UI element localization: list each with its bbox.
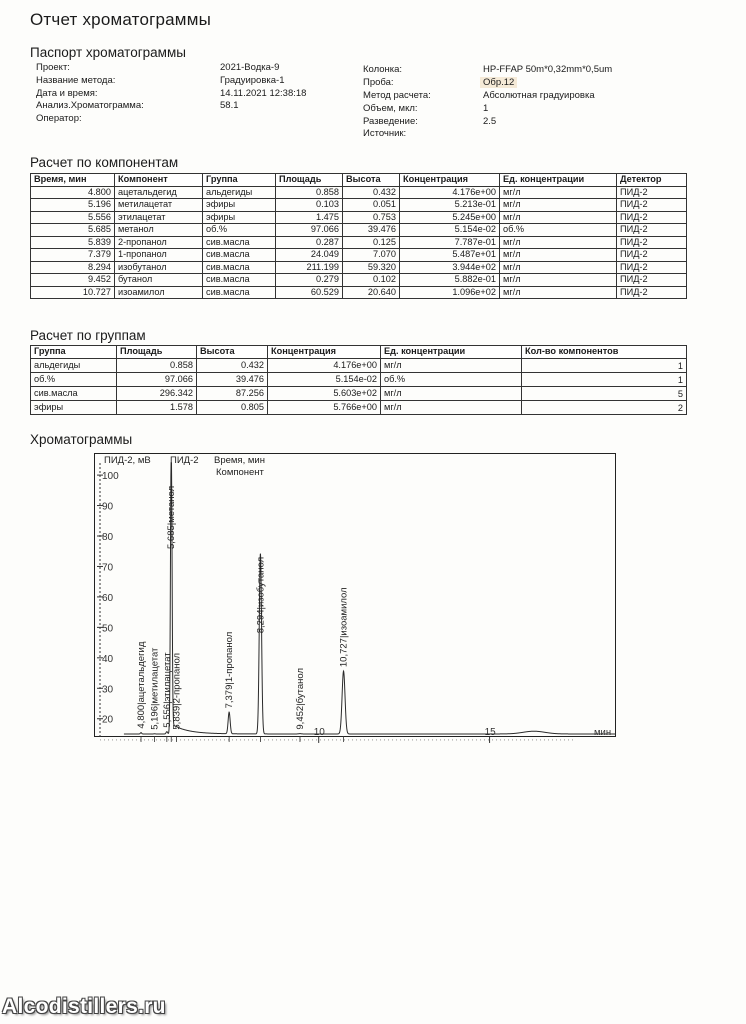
table-cell: 0.805 <box>197 400 268 414</box>
table-cell: 0.102 <box>343 274 400 287</box>
table-cell: 5.154e-02 <box>268 372 381 386</box>
col-height: Высота <box>343 174 400 187</box>
table-cell: сив.масла <box>203 249 276 262</box>
table-cell: 7.070 <box>343 249 400 262</box>
passport-label-source: Источник: <box>363 128 407 139</box>
table-cell: 1 <box>522 358 687 372</box>
table-row <box>31 358 687 372</box>
table-row <box>31 286 687 299</box>
passport-value-method: Градуировка-1 <box>220 75 285 86</box>
gcol-group: Группа <box>31 346 117 359</box>
table-cell: об.% <box>203 224 276 237</box>
y-tick-label: 90 <box>102 501 114 513</box>
table-cell: 0.051 <box>343 199 400 212</box>
table-cell: 24.049 <box>276 249 343 262</box>
col-conc-unit: Ед. концентрации <box>500 174 617 187</box>
table-cell: 5.603e+02 <box>268 386 381 400</box>
groups-heading: Расчет по группам <box>30 328 146 343</box>
passport-label-project: Проект: <box>36 62 70 73</box>
passport-value-datetime: 14.11.2021 12:38:18 <box>220 88 307 99</box>
table-cell: 3.944e+02 <box>400 261 500 274</box>
signal-trace <box>124 463 616 734</box>
chromatogram-chart <box>94 453 616 737</box>
chromatogram-svg <box>94 453 616 737</box>
table-cell: ПИД-2 <box>617 199 687 212</box>
watermark-logo: Alcodistillers.ru <box>2 995 166 1018</box>
table-cell: 0.432 <box>197 358 268 372</box>
passport-value-column: HP-FFAP 50m*0,32mm*0,5um <box>483 64 613 75</box>
table-cell: 9.452 <box>31 274 115 287</box>
table-cell: об.% <box>31 372 117 386</box>
peak-label: 8,294|изобутанол <box>255 556 267 634</box>
table-cell: ПИД-2 <box>617 261 687 274</box>
table-row <box>31 199 687 212</box>
y-tick-label: 60 <box>102 592 114 604</box>
table-cell: метилацетат <box>115 199 203 212</box>
table-cell: 1.578 <box>117 400 197 414</box>
groups-header-row <box>31 346 687 359</box>
table-cell: 39.476 <box>197 372 268 386</box>
table-cell: эфиры <box>31 400 117 414</box>
table-cell: 2 <box>522 400 687 414</box>
passport-value-sample: Обр.12 <box>480 77 517 88</box>
table-cell: мг/л <box>500 261 617 274</box>
table-cell: 5.839 <box>31 236 115 249</box>
table-row <box>31 372 687 386</box>
gcol-concentration: Концентрация <box>268 346 381 359</box>
components-header-row <box>31 174 687 187</box>
table-row <box>31 236 687 249</box>
col-area: Площадь <box>276 174 343 187</box>
table-cell: 4.176e+00 <box>268 358 381 372</box>
table-cell: 0.858 <box>117 358 197 372</box>
table-cell: мг/л <box>500 286 617 299</box>
chart-header-detector: ПИД-2 <box>170 455 199 466</box>
table-cell: сив.масла <box>203 236 276 249</box>
components-heading: Расчет по компонентам <box>30 155 179 170</box>
peak-label: 9,452|бутанол <box>295 667 306 730</box>
chart-header-component: Компонент <box>216 467 264 478</box>
y-tick-label: 80 <box>102 532 114 543</box>
y-tick-label: 20 <box>102 714 114 726</box>
table-row <box>31 249 687 262</box>
table-cell: мг/л <box>381 400 522 414</box>
table-cell: мг/л <box>500 186 617 199</box>
table-cell: 10.727 <box>31 286 115 299</box>
table-cell: эфиры <box>203 199 276 212</box>
passport-label-column: Колонка: <box>363 64 403 75</box>
groups-table <box>30 345 687 415</box>
table-cell: мг/л <box>500 236 617 249</box>
table-cell: сив.масла <box>203 261 276 274</box>
passport-block <box>0 0 746 140</box>
table-cell: 97.066 <box>117 372 197 386</box>
table-cell: 20.640 <box>343 286 400 299</box>
table-cell: 1 <box>522 372 687 386</box>
table-cell: ацетальдегид <box>115 186 203 199</box>
passport-label-analysis: Анализ.Хроматограмма: <box>36 100 144 111</box>
table-cell: мг/л <box>381 386 522 400</box>
table-row <box>31 386 687 400</box>
table-cell: 87.256 <box>197 386 268 400</box>
table-cell: 4.800 <box>31 186 115 199</box>
passport-label-calc-method: Метод расчета: <box>363 90 431 101</box>
gcol-height: Высота <box>197 346 268 359</box>
table-cell: метанол <box>115 224 203 237</box>
x-unit-label: мин <box>594 726 612 738</box>
table-row <box>31 400 687 414</box>
table-row <box>31 186 687 199</box>
table-cell: ПИД-2 <box>617 224 687 237</box>
table-cell: 8.294 <box>31 261 115 274</box>
table-cell: ПИД-2 <box>617 211 687 224</box>
table-cell: ПИД-2 <box>617 236 687 249</box>
groups-body <box>31 358 687 414</box>
y-tick-label: 40 <box>102 653 114 665</box>
table-cell: 1.096e+02 <box>400 286 500 299</box>
gcol-area: Площадь <box>117 346 197 359</box>
table-cell: сив.масла <box>31 386 117 400</box>
table-cell: 0.103 <box>276 199 343 212</box>
table-cell: мг/л <box>500 249 617 262</box>
table-cell: изобутанол <box>115 261 203 274</box>
peak-label: 5,685|метанол <box>166 485 178 549</box>
table-cell: 4.176e+00 <box>400 186 500 199</box>
table-cell: мг/л <box>500 211 617 224</box>
passport-label-dilution: Разведение: <box>363 116 418 127</box>
table-cell: 0.858 <box>276 186 343 199</box>
table-cell: 5.685 <box>31 224 115 237</box>
table-cell: изоамилол <box>115 286 203 299</box>
table-cell: 0.753 <box>343 211 400 224</box>
table-cell: 5.245e+00 <box>400 211 500 224</box>
table-cell: ПИД-2 <box>617 249 687 262</box>
passport-label-operator: Оператор: <box>36 113 82 124</box>
table-cell: 5 <box>522 386 687 400</box>
table-cell: этилацетат <box>115 211 203 224</box>
passport-label-datetime: Дата и время: <box>36 88 98 99</box>
peak-label: 5,196|метилацетат <box>149 647 161 730</box>
table-cell: 296.342 <box>117 386 197 400</box>
passport-heading: Паспорт хроматограммы <box>30 45 186 60</box>
table-row <box>31 224 687 237</box>
components-table <box>30 173 687 299</box>
table-cell: ПИД-2 <box>617 274 687 287</box>
col-time: Время, мин <box>31 174 115 187</box>
chromatograms-heading: Хроматограммы <box>30 432 133 447</box>
peak-label: 4,800|ацетальдегид <box>136 641 147 729</box>
passport-value-dilution: 2.5 <box>483 116 497 127</box>
table-cell: мг/л <box>500 199 617 212</box>
table-cell: 2-пропанол <box>115 236 203 249</box>
passport-label-method: Название метода: <box>36 75 116 86</box>
col-concentration: Концентрация <box>400 174 500 187</box>
passport-value-project: 2021-Водка-9 <box>220 62 280 73</box>
table-cell: 5.196 <box>31 199 115 212</box>
table-cell: 59.320 <box>343 261 400 274</box>
y-tick-label: 50 <box>102 623 114 635</box>
table-cell: 0.287 <box>276 236 343 249</box>
table-cell: альдегиды <box>203 186 276 199</box>
peak-label: 5,839|2-пропанол <box>171 652 183 730</box>
table-cell: 0.432 <box>343 186 400 199</box>
passport-label-volume: Объем, мкл: <box>363 103 418 114</box>
peak-label: 10,727|изоамилол <box>338 587 350 668</box>
chart-header-units: ПИД-2, мВ <box>104 455 151 466</box>
table-cell: 7.787e-01 <box>400 236 500 249</box>
gcol-count: Кол-во компонентов <box>522 346 687 359</box>
table-cell: сив.масла <box>203 274 276 287</box>
table-cell: 1-пропанол <box>115 249 203 262</box>
table-cell: 97.066 <box>276 224 343 237</box>
table-cell: 5.882e-01 <box>400 274 500 287</box>
report-title: Отчет хроматограммы <box>30 10 211 29</box>
table-cell: 5.213e-01 <box>400 199 500 212</box>
table-cell: эфиры <box>203 211 276 224</box>
table-cell: ПИД-2 <box>617 286 687 299</box>
peak-label: 5,556|этилацетат <box>161 652 173 728</box>
table-cell: сив.масла <box>203 286 276 299</box>
peak-label: 7,379|1-пропанол <box>224 631 236 709</box>
table-cell: 5.154e-02 <box>400 224 500 237</box>
passport-label-sample: Проба: <box>363 77 394 88</box>
table-cell: 0.279 <box>276 274 343 287</box>
table-cell: мг/л <box>381 358 522 372</box>
x-tick-label: 15 <box>484 726 496 738</box>
col-group: Группа <box>203 174 276 187</box>
table-cell: 211.199 <box>276 261 343 274</box>
table-cell: 5.487e+01 <box>400 249 500 262</box>
table-row <box>31 274 687 287</box>
x-tick-label: 10 <box>313 726 325 738</box>
table-cell: 39.476 <box>343 224 400 237</box>
y-tick-label: 100 <box>102 471 119 483</box>
passport-value-analysis: 58.1 <box>220 100 239 111</box>
table-cell: 7.379 <box>31 249 115 262</box>
table-cell: альдегиды <box>31 358 117 372</box>
table-cell: мг/л <box>500 274 617 287</box>
table-cell: 5.556 <box>31 211 115 224</box>
table-row <box>31 211 687 224</box>
table-cell: об.% <box>500 224 617 237</box>
table-row <box>31 261 687 274</box>
table-cell: бутанол <box>115 274 203 287</box>
table-cell: ПИД-2 <box>617 186 687 199</box>
components-body <box>31 186 687 299</box>
table-cell: 1.475 <box>276 211 343 224</box>
passport-value-volume: 1 <box>483 103 489 114</box>
table-cell: об.% <box>381 372 522 386</box>
col-component: Компонент <box>115 174 203 187</box>
y-tick-label: 30 <box>102 684 114 696</box>
y-tick-label: 70 <box>102 562 114 574</box>
chart-header-time: Время, мин <box>214 455 265 466</box>
table-cell: 0.125 <box>343 236 400 249</box>
table-cell: 60.529 <box>276 286 343 299</box>
gcol-conc-unit: Ед. концентрации <box>381 346 522 359</box>
col-detector: Детектор <box>617 174 687 187</box>
table-cell: 5.766e+00 <box>268 400 381 414</box>
passport-value-calc-method: Абсолютная градуировка <box>483 90 595 101</box>
